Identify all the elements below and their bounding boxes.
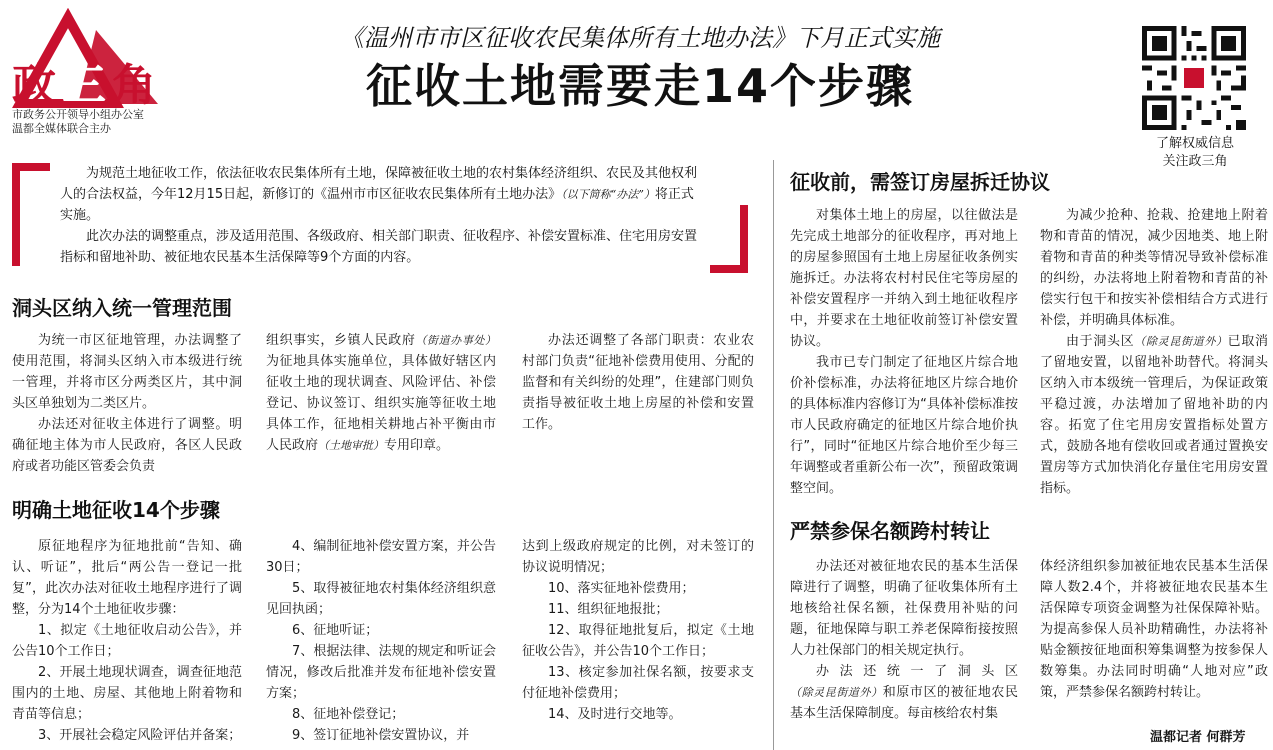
section-title-quota-transfer-ban: 严禁参保名额跨村转让 — [790, 519, 990, 543]
svg-text:三: 三 — [62, 60, 106, 108]
zhengsanjiao-logo — [8, 8, 168, 108]
qr-code[interactable] — [1142, 26, 1246, 130]
step-item: 2、开展土地现状调查，调查征地范围内的土地、房屋、其他地上附着物和青苗等信息； — [12, 665, 242, 722]
text: 办法还统一了洞头区 — [816, 664, 1018, 679]
kicker: 《温州市市区征收农民集体所有土地办法》下月正式实施 — [340, 24, 940, 52]
qr-caption-line-1: 了解权威信息 — [1155, 136, 1234, 151]
headline: 征收土地需要走14个步骤 — [365, 59, 914, 113]
paragraph: 为统一市区征地管理，办法调整了使用范围，将洞头区纳入市本级进行统一管理，并将市区分两类区片，其中洞头区单独划为二类区片。 — [12, 333, 242, 411]
intro-text-b: 将正式实施。 — [60, 187, 694, 223]
text: 组织事实，乡镇人民政府 — [266, 333, 416, 348]
intro-lead — [60, 163, 705, 268]
paragraph — [1040, 331, 1268, 499]
step-item: 1、拟定《土地征收启动公告》，并公告10个工作日； — [12, 623, 242, 659]
section4-col2 — [1040, 556, 1268, 703]
paragraph: 对集体土地上的房屋，以往做法是先完成土地部分的征收程序，再对地上的房屋参照国有土地上房屋征收条例实施拆迁。办法将农村村民住宅等房屋的补偿安置程序一并纳入到土地征收程序中，并要求在土地征收前签订补偿安置协议。 — [790, 208, 1018, 349]
intro-bracket-left — [12, 163, 50, 266]
column-divider — [773, 160, 774, 750]
svg-text:政: 政 — [12, 60, 56, 108]
paragraph — [790, 661, 1018, 724]
paragraph: 办法还对征收主体进行了调整。明确征地主体为市人民政府，各区人民政府或者功能区管委会负责 — [12, 417, 242, 474]
text: 已取消了留地安置，以留地补助替代。将洞头区纳入市本级统一管理后，为保证政策平稳过渡，办法增加了留地补助的内容。拓宽了住宅用房安置指标处置方式，鼓励各地有偿收回或者通过置换安置房等方式加快消化存量住宅用房安置指标。 — [1040, 334, 1268, 496]
note: （街道办事处） — [415, 334, 496, 347]
note: （土地审批） — [318, 439, 385, 452]
step-item: 达到上级政府规定的比例，对未签订的协议说明情况； — [522, 539, 754, 575]
section2-col1 — [12, 536, 242, 746]
paragraph: 办法还调整了各部门职责：农业农村部门负责“征地补偿费用使用、分配的监督和有关纠纷的处理”，住建部门则负责指导被征收土地上房屋的补偿和安置工作。 — [522, 333, 754, 432]
intro-paragraph-1 — [60, 163, 705, 226]
organizer-line-2: 温都全媒体联合主办 — [12, 122, 111, 135]
section-title-14-steps: 明确土地征收14个步骤 — [12, 498, 220, 522]
qr-caption-line-2: 关注政三角 — [1162, 154, 1228, 169]
section1-col1 — [12, 330, 242, 477]
text: 为征地具体实施单位，具体做好辖区内征收土地的现状调查、风险评估、补偿登记、协议签订、组织实施等征收土地具体工作，征地相关耕地占补平衡由市人民政府 — [266, 354, 496, 453]
section2-col2 — [266, 536, 496, 746]
paragraph: 体经济组织参加被征地农民基本生活保障人数2.4个，并将被征地农民基本生活保障专项资金调整为社保保障补贴。为提高参保人员补助精确性，办法将补贴金额按征地面积筹集调整为按参保人数筹集。办法同时明确“人地对应”政策，严禁参保名额跨村转让。 — [1040, 559, 1268, 700]
paragraph: 原征地程序为征地批前“告知、确认、听证”，批后“两公告一登记一批复”，此次办法对征收土地程序进行了调整，分为14个土地征收步骤： — [12, 539, 242, 617]
step-item: 11、组织征地报批； — [548, 602, 669, 617]
step-item: 4、编制征地补偿安置方案，并公告30日； — [266, 539, 496, 575]
text: 由于洞头区 — [1066, 334, 1135, 349]
organizer-line-1: 市政务公开领导小组办公室 — [12, 108, 144, 121]
svg-text:角: 角 — [112, 60, 156, 108]
step-item: 10、落实征地补偿费用； — [548, 581, 695, 596]
note: （除灵昆街道外） — [1134, 335, 1228, 348]
paragraph: 办法还对被征地农民的基本生活保障进行了调整，明确了征收集体所有土地核给社保名额，社保费用补贴的问题，征地保障与职工养老保障衔接按照人力社保部门的相关规定执行。 — [790, 559, 1018, 658]
section1-col2 — [266, 330, 496, 456]
intro-note: （以下简称“办法”） — [561, 188, 655, 201]
section3-col2 — [1040, 205, 1268, 499]
step-item: 8、征地补偿登记； — [292, 707, 405, 722]
section4-col1 — [790, 556, 1018, 724]
intro-bracket-right — [710, 205, 748, 273]
paragraph: 我市已专门制定了征地区片综合地价补偿标准，办法将征地区片综合地价的具体标准内容修订为“具体补偿标准按市人民政府确定的征地区片综合地价执行”，同时“征地区片综合地价至少每三年调整或者重新公布一次”，预留政策调整空间。 — [790, 355, 1018, 496]
step-item: 5、取得被征地农村集体经济组织意见回执函； — [266, 581, 496, 617]
step-item: 3、开展社会稳定风险评估并备案； — [38, 728, 242, 743]
text: 专用印章。 — [384, 438, 450, 453]
step-item: 12、取得征地批复后，拟定《土地征收公告》，并公告10个工作日； — [522, 623, 754, 659]
section1-col3 — [522, 330, 754, 435]
section-title-demolition-agreement: 征收前，需签订房屋拆迁协议 — [790, 170, 1050, 194]
section-title-dongtou: 洞头区纳入统一管理范围 — [12, 296, 232, 320]
step-item: 9、签订征地补偿安置协议，并 — [292, 728, 470, 743]
organizer-info — [12, 108, 144, 136]
qr-caption — [1120, 135, 1270, 171]
step-item: 7、根据法律、法规的规定和听证会情况，修改后批准并发布征地补偿安置方案； — [266, 644, 496, 701]
byline: 温都记者 何群芳 — [1150, 730, 1246, 745]
paragraph: 为减少抢种、抢栽、抢建地上附着物和青苗的情况，减少因地类、地上附着物和青苗的种类等情况导致补偿标准的纠纷，办法将地上附着物和青苗的补偿实行包干和按实补偿相结合方式进行补偿，并明确具体标准。 — [1040, 208, 1268, 328]
step-item: 6、征地听证； — [292, 623, 379, 638]
step-item: 14、及时进行交地等。 — [548, 707, 682, 722]
section3-col1 — [790, 205, 1018, 499]
intro-paragraph-2: 此次办法的调整重点，涉及适用范围、各级政府、相关部门职责、征收程序、补偿安置标准、住宅用房安置指标和留地补助、被征地农民基本生活保障等9个方面的内容。 — [60, 229, 698, 265]
step-item: 13、核定参加社保名额，按要求支付征地补偿费用； — [522, 665, 754, 701]
note: （除灵昆街道外） — [790, 686, 883, 699]
section2-col3 — [522, 536, 754, 725]
paragraph — [266, 330, 496, 456]
text: 和原市区的被征地农民基本生活保障制度。每亩核给农村集 — [790, 685, 1018, 721]
intro-text-a: 为规范土地征收工作，依法征收农民集体所有土地，保障被征收土地的农村集体经济组织、农民及其他权利人的合法权益，今年12月15日起，新修订的《温州市市区征收农民集体所有土地办法》 — [60, 166, 698, 202]
